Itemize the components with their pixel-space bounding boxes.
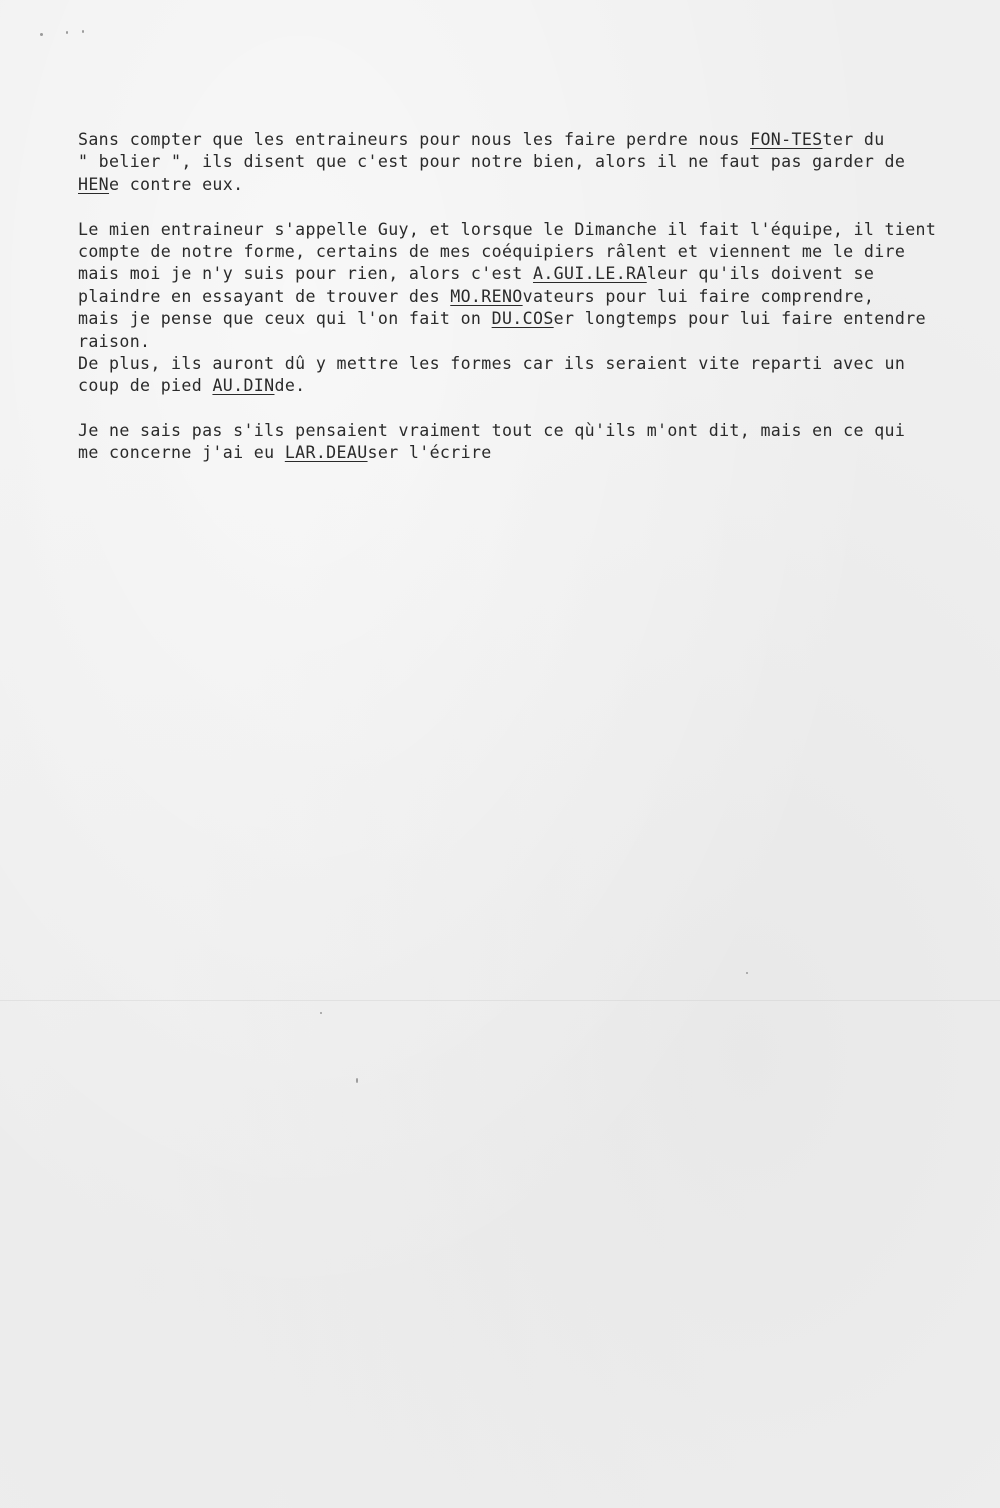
text-segment: vateurs pour lui faire comprendre,: [522, 286, 875, 306]
text-line: [78, 375, 988, 397]
text-line: [78, 420, 988, 442]
paragraph: [78, 219, 988, 398]
underlined-wordplay: MO.RENO: [450, 286, 523, 306]
text-line: [78, 308, 988, 330]
text-segment: raison.: [78, 331, 151, 351]
text-segment: Le mien entraineur s'appelle Guy, et lorsque le Dimanche il fait l'équipe, il tient: [78, 219, 937, 239]
text-segment: plaindre en essayant de trouver des: [78, 286, 451, 306]
underlined-wordplay: AU.DIN: [212, 376, 275, 396]
text-line: [78, 241, 988, 263]
text-segment: mais moi je n'y suis pour rien, alors c'est: [78, 264, 533, 284]
text-line: [78, 129, 988, 151]
paper-speck: [320, 1012, 322, 1014]
paper-speck: [356, 1078, 358, 1083]
text-segment: de.: [274, 376, 306, 396]
paper-speck: [40, 33, 43, 36]
text-segment: compte de notre forme, certains de mes coéquipiers râlent et viennent me le dire: [78, 241, 906, 261]
letter-body: [78, 129, 988, 465]
text-segment: me concerne j'ai eu: [78, 443, 285, 463]
text-segment: e contre eux.: [109, 174, 244, 194]
paragraph-gap: [78, 398, 988, 420]
text-line: [78, 174, 988, 196]
paragraph-gap: [78, 196, 988, 218]
paper-speck: [746, 972, 748, 974]
text-line: [78, 151, 988, 173]
text-segment: De plus, ils auront dû y mettre les formes car ils seraient vite reparti avec un: [78, 353, 906, 373]
text-segment: Je ne sais pas s'ils pensaient vraiment tout ce qù'ils m'ont dit, mais en ce qui: [78, 421, 906, 441]
paper-speck: [82, 30, 84, 33]
text-segment: coup de pied: [78, 376, 213, 396]
text-line: [78, 331, 988, 353]
text-segment: leur qu'ils doivent se: [646, 264, 875, 284]
underlined-wordplay: FON-TES: [750, 130, 823, 149]
text-line: [78, 286, 988, 308]
underlined-wordplay: DU.COS: [491, 309, 554, 329]
underlined-wordplay: HEN: [78, 174, 110, 194]
text-line: [78, 353, 988, 375]
underlined-wordplay: A.GUI.LE.RA: [532, 264, 647, 284]
text-segment: Sans compter que les entraineurs pour nous les faire perdre nous: [78, 130, 751, 149]
text-segment: " belier ", ils disent que c'est pour notre bien, alors il ne faut pas garder de: [78, 152, 906, 172]
underlined-wordplay: LAR.DEAU: [284, 443, 368, 463]
text-segment: er longtemps pour lui faire entendre: [553, 309, 926, 329]
paragraph: [78, 129, 988, 196]
text-segment: ser l'écrire: [367, 443, 492, 463]
text-line: [78, 219, 988, 241]
text-segment: ter du: [822, 130, 885, 149]
paper-fold-line: [0, 1000, 1000, 1001]
text-line: [78, 442, 988, 464]
paragraph: [78, 420, 988, 465]
paper-speck: [66, 31, 68, 34]
text-segment: mais je pense que ceux qui l'on fait on: [78, 309, 492, 329]
text-line: [78, 263, 988, 285]
